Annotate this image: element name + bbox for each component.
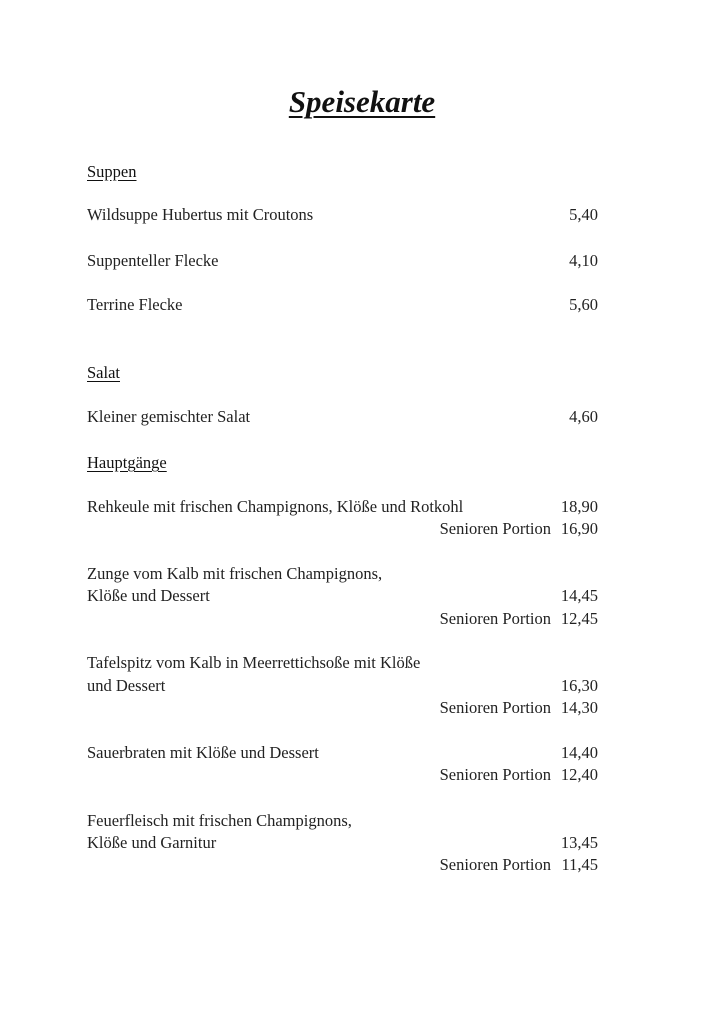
item-name: Kleiner gemischter Salat: [87, 407, 251, 426]
menu-item-line: [87, 250, 598, 272]
item-name: Feuerfleisch mit frischen Champignons,: [87, 811, 352, 830]
item-name: Tafelspitz vom Kalb in Meerrettichsoße mit Klöße: [87, 653, 421, 672]
item-price: 14,40: [560, 743, 598, 762]
menu-item-line: [87, 406, 598, 428]
menu-item-line: [87, 675, 598, 697]
item-price: 16,30: [560, 676, 598, 695]
menu-item-line: [87, 832, 598, 854]
senior-portion-line: [87, 764, 598, 786]
senior-portion-line: [87, 697, 598, 719]
senior-portion-line: [87, 518, 598, 540]
item-name: Zunge vom Kalb mit frischen Champignons,: [87, 564, 383, 583]
page-title: Speisekarte: [288, 84, 436, 119]
senior-portion-price: 14,30: [560, 698, 598, 717]
senior-portion-price: 12,45: [560, 609, 598, 628]
senior-portion-label: Senioren Portion: [439, 698, 551, 717]
item-name: Terrine Flecke: [87, 295, 183, 314]
senior-portion-label: Senioren Portion: [439, 765, 551, 784]
item-name: Klöße und Garnitur: [87, 833, 217, 852]
menu-item-line: [87, 204, 598, 226]
menu-item-line: [87, 496, 598, 518]
senior-portion-label: Senioren Portion: [439, 519, 551, 538]
senior-portion-line: [87, 854, 598, 876]
senior-portion-label: Senioren Portion: [439, 855, 551, 874]
menu-item-line: [87, 585, 598, 607]
item-name: Klöße und Dessert: [87, 586, 210, 605]
item-name: Rehkeule mit frischen Champignons, Klöße und Rotkohl: [87, 497, 464, 516]
item-name: Wildsuppe Hubertus mit Croutons: [87, 205, 314, 224]
senior-portion-price: 16,90: [560, 519, 598, 538]
section-heading: Salat: [87, 363, 120, 382]
section-heading: Suppen: [87, 162, 137, 181]
section-heading: Hauptgänge: [87, 453, 167, 472]
item-price: 4,10: [569, 251, 598, 270]
senior-portion-label: Senioren Portion: [439, 609, 551, 628]
senior-portion-line: [87, 608, 598, 630]
senior-portion-price: 12,40: [560, 765, 598, 784]
item-name: und Dessert: [87, 676, 166, 695]
item-price: 18,90: [560, 497, 598, 516]
menu-item-line: [87, 652, 598, 674]
item-price: 4,60: [569, 407, 598, 426]
item-price: 13,45: [560, 833, 598, 852]
item-price: 14,45: [560, 586, 598, 605]
item-price: 5,60: [569, 295, 598, 314]
menu-item-line: [87, 563, 598, 585]
menu-item-line: [87, 294, 598, 316]
item-price: 5,40: [569, 205, 598, 224]
menu-item-line: [87, 742, 598, 764]
menu-item-line: [87, 810, 598, 832]
item-name: Suppenteller Flecke: [87, 251, 219, 270]
senior-portion-price: 11,45: [561, 855, 598, 874]
item-name: Sauerbraten mit Klöße und Dessert: [87, 743, 319, 762]
